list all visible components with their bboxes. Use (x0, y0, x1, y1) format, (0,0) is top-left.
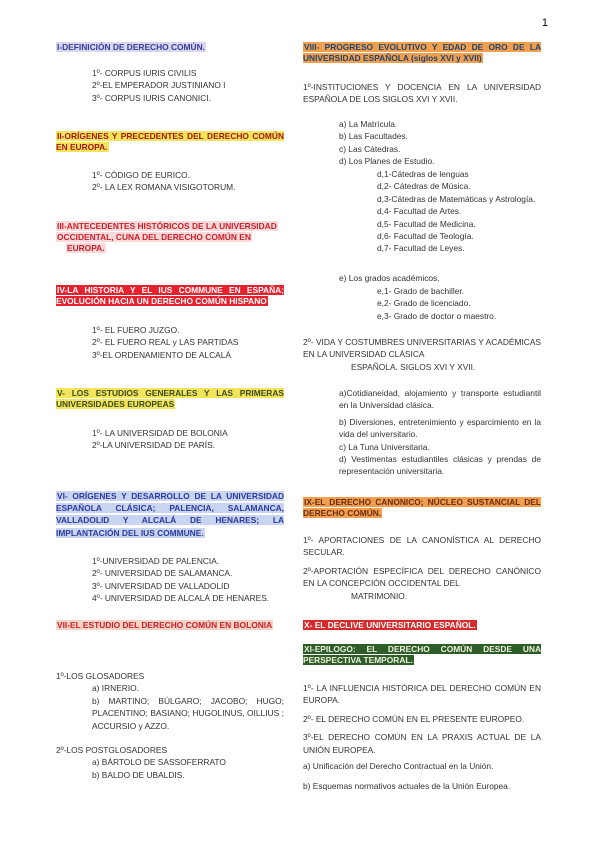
list-item: c) Las Cátedras. (339, 143, 401, 154)
list-item: 2º-APORTACIÓN ESPECÍFICA DEL DERECHO CANÓNICO EN LA CONCEPCIÓN OCCIDENTAL DEL (303, 565, 541, 589)
list-item: 1º- CORPUS IURIS CIVILIS (92, 68, 197, 78)
list-item: 2º-EL EMPERADOR JUSTINIANO I (92, 80, 226, 91)
list-item: d,4- Facultad de Artes. (377, 206, 462, 217)
section-3-heading: III-ANTECEDENTES HISTÓRICOS DE LA UNIVERSIDAD OCCIDENTAL, CUNA DEL DERECHO COMÚN EN EUROPA. (57, 221, 277, 254)
list-item: b) Las Facultades. (339, 131, 408, 142)
list-item: 3º-EL ORDENAMIENTO DE ALCALÁ (92, 349, 231, 360)
list-item: 2º- UNIVERSIDAD DE SALAMANCA. (92, 568, 233, 579)
section-9 (303, 497, 541, 519)
list-item: 2º-LA UNIVERSIDAD DE PARÍS. (92, 440, 215, 451)
list-item: 2º- EL DERECHO COMÚN EN EL PRESENTE EUROPEO. (303, 713, 525, 724)
section-3 (56, 221, 284, 255)
list-item: d,1-Cátedras de lenguas (377, 169, 469, 179)
list-item: b) MARTINO; BÚLGARO; JACOBO; HUGO; PLACENTINO; BASIANO; HUGOLINUS, OILLIUS ; ACCURSIO y AZZO. (92, 695, 284, 731)
list-item: 2º- LA LEX ROMANA VISIGOTORUM. (92, 182, 236, 193)
list-item: e) Los grados académicos. (339, 273, 440, 283)
list-item: e,1- Grado de bachiller. (377, 286, 465, 296)
list-item: a)Cotidianeidad, alojamiento y transporte estudiantil en la Universidad clásica. (339, 388, 541, 411)
list-item: e,3- Grado de doctor o maestro. (377, 310, 497, 321)
list-item: a) BÁRTOLO DE SASSOFERRATO (92, 757, 226, 768)
list-item: b) Diversiones, entretenimiento y esparcimiento en la vida del universitario. (339, 416, 541, 440)
list-item: e,2- Grado de licenciado. (377, 298, 471, 309)
section-6-heading: VI- ORÍGENES Y DESARROLLO DE LA UNIVERSIDAD ESPAÑOLA CLÁSICA; PALENCIA, SALAMANCA, VALLADOLID Y ALCALÁ DE HENARES; LA IMPLANTACIÓN DEL IUS COMMUNE. (56, 491, 284, 538)
list-item: d,7- Facultad de Leyes. (377, 243, 465, 254)
list-item: d) Los Planes de Estudio. (339, 156, 435, 167)
section-2-heading: II-ORÍGENES Y PRECEDENTES DEL DERECHO COMÚN EN EUROPA. (56, 131, 284, 153)
section-11-heading: XI-EPILOGO: EL DERECHO COMÚN DESDE UNA PERSPECTIVA TEMPORAL. (303, 644, 541, 666)
list-item: a) La Matrícula. (339, 119, 398, 129)
section-7 (56, 620, 284, 631)
section-8-life-list (339, 387, 541, 478)
section-1 (56, 42, 284, 53)
list-item: d) Vestimentas estudiantiles clásicas y prendas de representación universitaria. (339, 454, 541, 477)
list-item: d,6- Facultad de Teología. (377, 231, 474, 242)
section-4-heading: IV-LA HISTORIA Y EL IUS COMMUNE EN ESPAÑA; EVOLUCIÓN HACIA UN DERECHO COMÚN HISPANO (56, 285, 284, 307)
list-item: 1º- CÓDIGO DE EURICO. (92, 170, 190, 180)
section-10 (303, 620, 541, 631)
section-9-list (303, 534, 541, 602)
list-item: 1º- LA UNIVERSIDAD DE BOLONIA (92, 428, 228, 438)
section-2 (56, 131, 284, 153)
list-item: 1º- EL FUERO JUZGO. (92, 325, 180, 335)
section-5 (56, 388, 284, 410)
list-item: 3º- CORPUS IURIS CANONICI. (92, 92, 211, 103)
section-6-list (56, 555, 284, 605)
list-item: 4º- UNIVERSIDAD DE ALCALÁ DE HENARES. (92, 593, 270, 604)
list-item: b) Esquemas normativos actuales de la Unión Europea. (303, 781, 511, 792)
list-item: a) Unificación del Derecho Contractual en la Unión. (303, 761, 494, 772)
list-item: 1º-UNIVERSIDAD DE PALENCIA. (92, 556, 220, 566)
section-9-heading: IX-EL DERECHO CANONICO; NÚCLEO SUSTANCIAL DEL DERECHO COMÚN. (303, 497, 541, 519)
section-8-d-list (377, 168, 541, 255)
list-item: b) BALDO DE UBALDIS. (92, 769, 185, 780)
list-item: c) La Tuna Universitaria. (339, 441, 430, 452)
section-2-list (56, 169, 284, 194)
list-item: 1º- LA INFLUENCIA HISTÓRICA DEL DERECHO COMÚN EN EUROPA. (303, 683, 541, 706)
section-5-heading: V- LOS ESTUDIOS GENERALES Y LAS PRIMERAS UNIVERSIDADES EUROPEAS (56, 388, 284, 410)
list-item: 1º-LOS GLOSADORES (56, 671, 145, 681)
list-item: 2º- EL FUERO REAL y LAS PARTIDAS (92, 337, 239, 348)
page-number: 1 (541, 17, 548, 29)
list-item: 2º-LOS POSTGLOSADORES (56, 745, 168, 756)
list-item: d,3-Cátedras de Matemáticas y Astrología. (377, 193, 536, 204)
list-item: d,2- Cátedras de Música. (377, 181, 471, 192)
section-8-e-list (377, 285, 541, 322)
section-7-heading: VII-EL ESTUDIO DEL DERECHO COMÚN EN BOLONIA (57, 620, 273, 630)
list-item: d,5- Facultad de Medicina. (377, 218, 476, 229)
section-8-heading: VIII- PROGRESO EVOLUTIVO Y EDAD DE ORO DE LA UNIVERSIDAD ESPAÑOLA (siglos XVI y XVII) (303, 42, 541, 64)
section-4-list (56, 324, 284, 361)
section-6 (56, 490, 284, 539)
section-1-list (56, 67, 284, 104)
section-4 (56, 285, 284, 307)
section-7-list (56, 670, 284, 781)
list-item: MATRIMONIO. (351, 590, 408, 601)
list-item: 1º- APORTACIONES DE LA CANONÍSTICA AL DERECHO SECULAR. (303, 535, 541, 558)
section-10-heading: X- EL DECLIVE UNIVERSITARIO ESPAÑOL. (304, 620, 476, 630)
section-11-list (303, 682, 541, 793)
section-5-list (56, 427, 284, 452)
list-item: 3º-EL DERECHO COMÚN EN LA PRAXIS ACTUAL DE LA UNIÓN EUROPEA. (303, 732, 541, 755)
section-8-sub1: 1º-INSTITUCIONES Y DOCENCIA EN LA UNIVERSIDAD ESPAÑOLA DE LOS SIGLOS XVI Y XVII. (303, 82, 541, 105)
section-11 (303, 644, 541, 666)
section-8-sub2: 2º- VIDA Y COSTUMBRES UNIVERSITARIAS Y ACADÉMICAS EN LA UNIVERSIDAD CLÁSICA ESPAÑOLA. SIGLOS XVI Y XVII. (303, 337, 541, 372)
section-8-list (339, 118, 539, 168)
list-item: a) IRNERIO. (92, 683, 139, 694)
section-8 (303, 42, 541, 64)
section-1-heading: I-DEFINICIÓN DE DERECHO COMÚN. (57, 42, 205, 52)
list-item: 3º- UNIVERSIDAD DE VALLADOLID (92, 580, 230, 591)
